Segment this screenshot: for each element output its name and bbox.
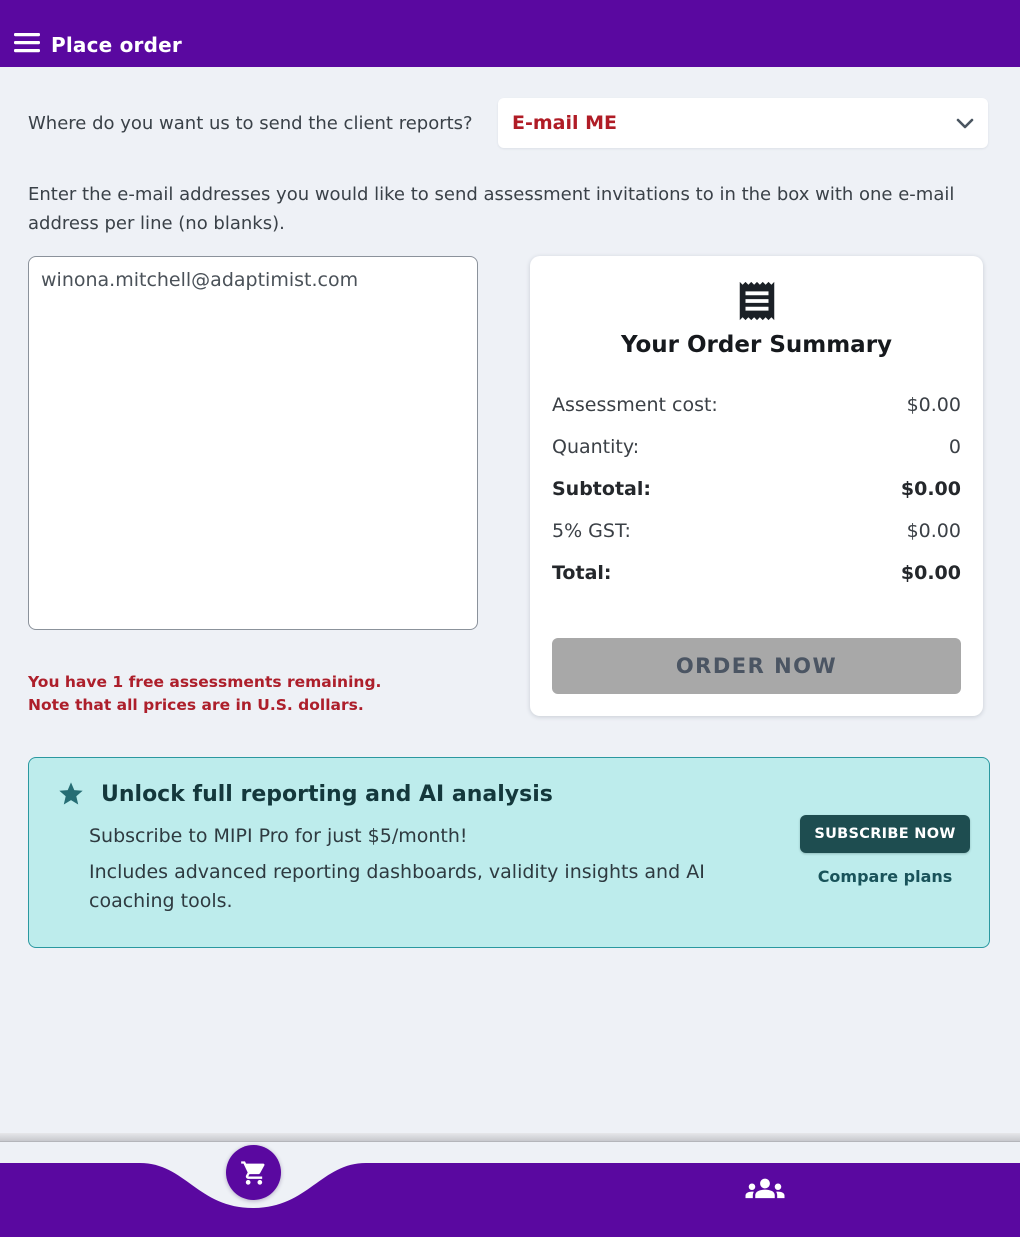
report-destination-selected-value: E-mail ME <box>512 112 618 134</box>
report-destination-question: Where do you want us to send the client reports? <box>28 112 473 134</box>
menu-icon[interactable] <box>10 29 44 57</box>
row-value: 0 <box>948 436 961 458</box>
clients-nav-button[interactable] <box>742 1170 788 1210</box>
cart-button[interactable] <box>226 1145 281 1200</box>
report-destination-select[interactable] <box>498 98 988 148</box>
row-label: Subtotal: <box>552 478 651 500</box>
receipt-icon <box>734 278 780 324</box>
page-title: Place order <box>51 33 182 57</box>
row-label: Quantity: <box>552 436 640 458</box>
compare-plans-link[interactable]: Compare plans <box>817 867 953 886</box>
promo-includes-text: Includes advanced reporting dashboards, validity insights and AI coaching tools. <box>89 861 705 912</box>
email-instructions-text: Enter the e-mail addresses you would like to send assessment invitations to in the box with one e-mail address per line (no blanks). <box>28 184 955 234</box>
order-summary-title: Your Order Summary <box>620 332 893 358</box>
free-assessments-note: You have 1 free assessments remaining. <box>28 673 382 691</box>
order-row-gst <box>552 510 961 552</box>
bottom-nav-wave <box>0 1142 1020 1237</box>
star-icon <box>57 780 85 808</box>
promo-title: Unlock full reporting and AI analysis <box>101 781 553 807</box>
pricing-notes <box>28 671 381 717</box>
row-label: Assessment cost: <box>552 394 718 416</box>
menu-icon <box>14 33 40 53</box>
order-row-assessment-cost <box>552 384 961 426</box>
row-value: $0.00 <box>906 520 961 542</box>
order-now-button[interactable]: ORDER NOW <box>552 638 961 694</box>
report-destination-row <box>28 98 988 148</box>
chevron-down-icon <box>956 118 974 129</box>
subscribe-now-button[interactable]: SUBSCRIBE NOW <box>800 815 969 853</box>
subscription-promo-banner <box>28 757 990 948</box>
order-row-total <box>552 552 961 594</box>
order-summary-card <box>530 256 983 716</box>
email-addresses-textarea[interactable] <box>28 256 478 630</box>
row-value: $0.00 <box>900 478 961 500</box>
shopping-cart-icon <box>240 1159 268 1187</box>
order-row-subtotal <box>552 468 961 510</box>
groups-icon <box>745 1177 785 1203</box>
row-label: Total: <box>552 562 612 584</box>
top-app-bar <box>0 0 1020 67</box>
row-value: $0.00 <box>900 562 961 584</box>
row-label: 5% GST: <box>552 520 631 542</box>
order-row-quantity <box>552 426 961 468</box>
promo-subscribe-text: Subscribe to MIPI Pro for just $5/month! <box>89 825 468 847</box>
row-value: $0.00 <box>906 394 961 416</box>
order-summary-rows <box>552 384 961 594</box>
usd-note: Note that all prices are in U.S. dollars. <box>28 696 364 714</box>
bottom-divider <box>0 1133 1020 1142</box>
